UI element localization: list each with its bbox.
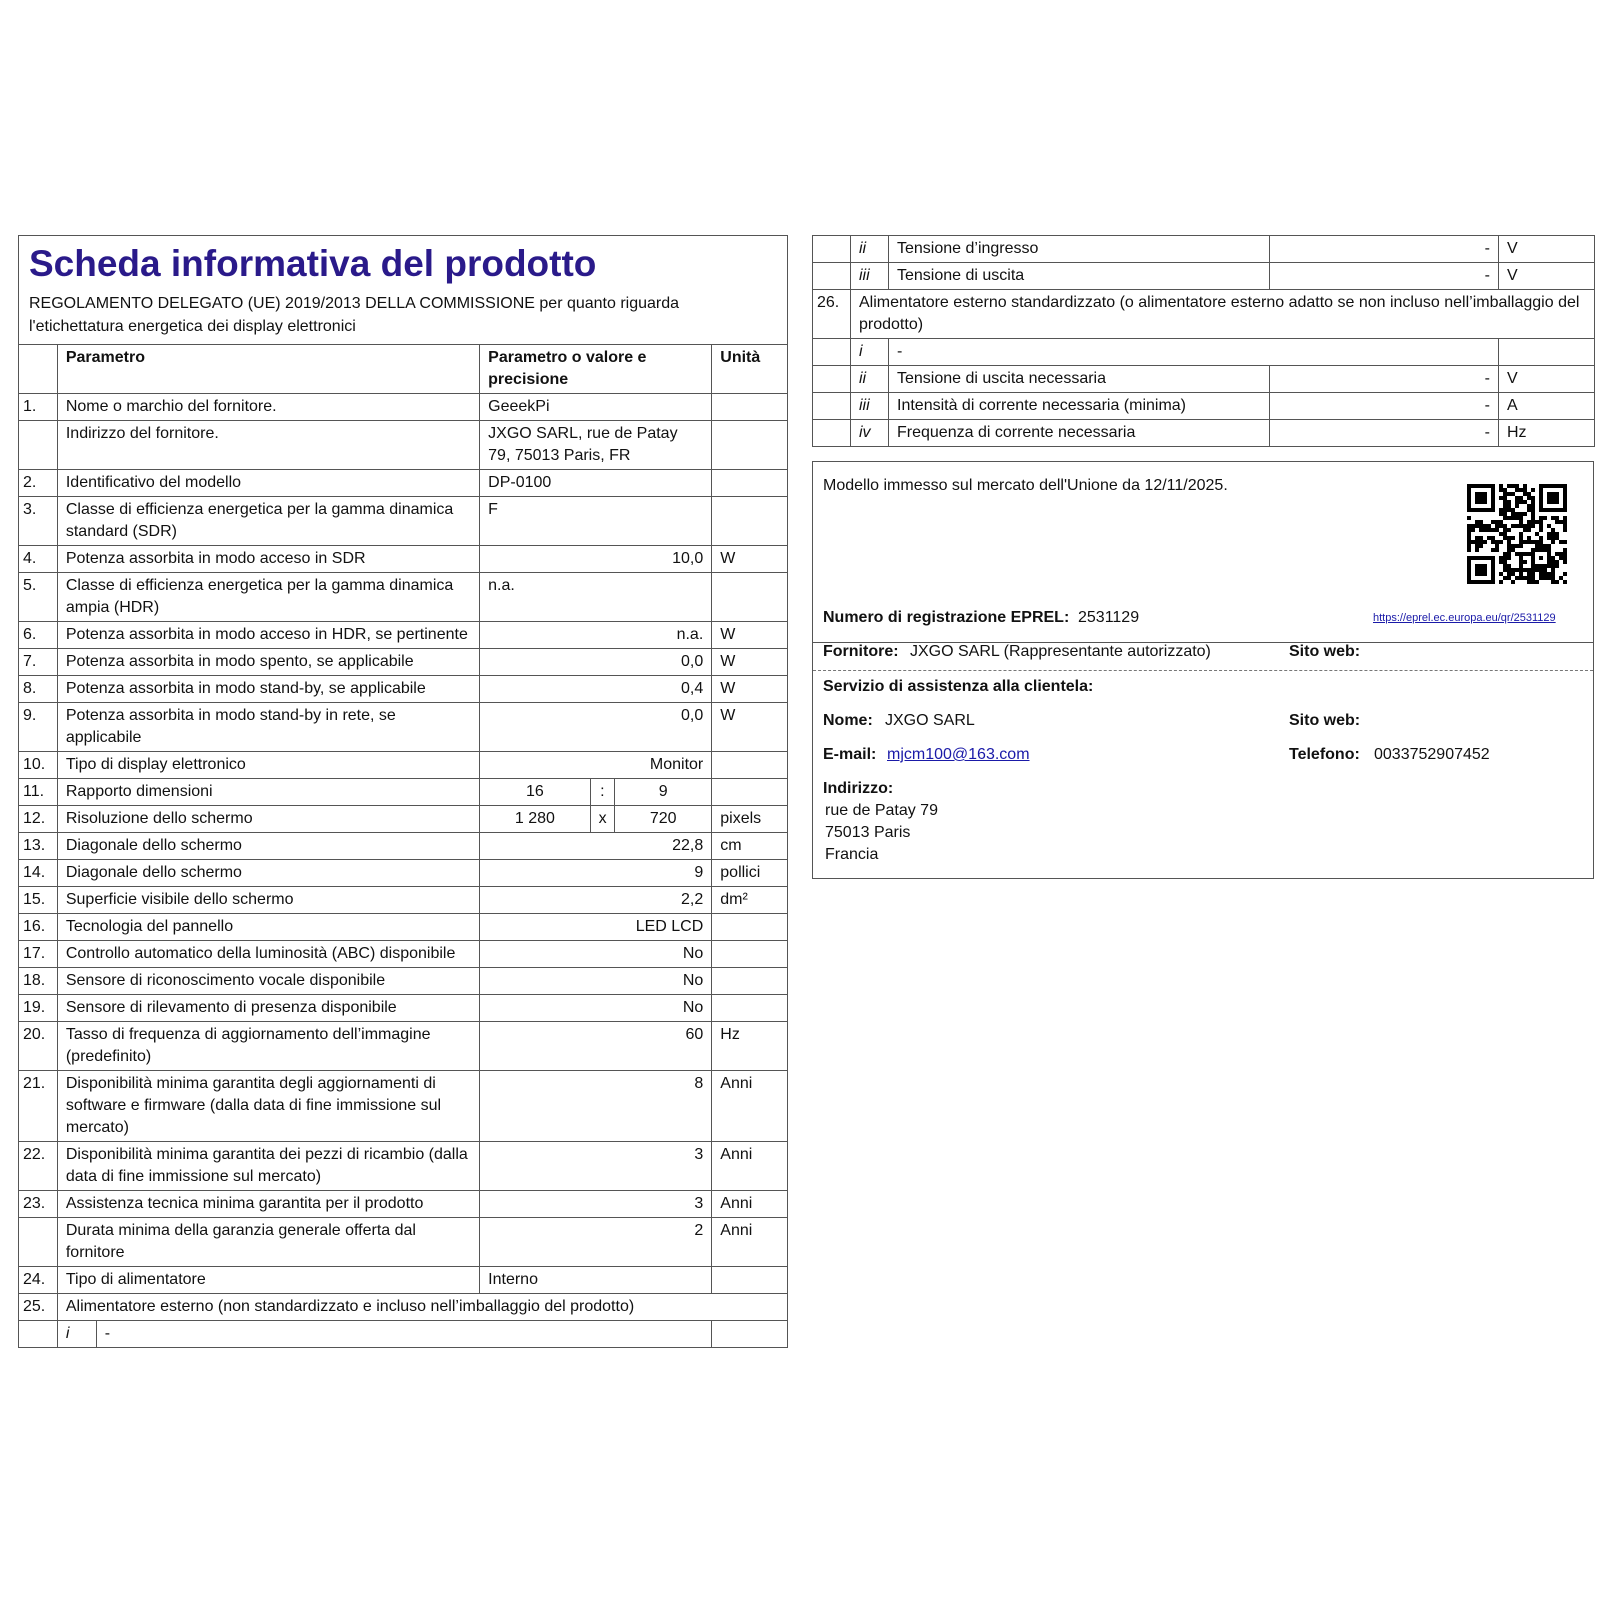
name-value: JXGO SARL bbox=[885, 712, 975, 729]
table-row: ii Tensione di uscita necessaria - V bbox=[813, 366, 1595, 393]
eprel-label: Numero di registrazione EPREL: bbox=[823, 609, 1070, 626]
table-row: i - bbox=[19, 1321, 788, 1348]
table-row: 12. Risoluzione dello schermo 1 280 x 720 pixels bbox=[19, 806, 788, 833]
customer-service-label: Servizio di assistenza alla clientela: bbox=[823, 678, 1094, 695]
email-label: E-mail: bbox=[823, 746, 877, 763]
table-header-row bbox=[19, 345, 788, 394]
eprel-link[interactable]: https://eprel.ec.europa.eu/qr/2531129 bbox=[1373, 612, 1556, 624]
table-row: 10. Tipo di display elettronico Monitor bbox=[19, 752, 788, 779]
table-row: 7. Potenza assorbita in modo spento, se applicabile 0,0 W bbox=[19, 649, 788, 676]
table-row: 16. Tecnologia del pannello LED LCD bbox=[19, 914, 788, 941]
page-title: Scheda informativa del prodotto bbox=[29, 243, 597, 284]
table-row: 22. Disponibilità minima garantita dei pezzi di ricambio (dalla data di fine immissione sul mercato) 3 Anni bbox=[19, 1142, 788, 1191]
address-line-1: rue de Patay 79 bbox=[825, 802, 938, 819]
table-row: iv Frequenza di corrente necessaria - Hz bbox=[813, 420, 1595, 447]
table-row: 11. Rapporto dimensioni 16 : 9 bbox=[19, 779, 788, 806]
website-label-2: Sito web: bbox=[1289, 712, 1361, 729]
market-date-text: Modello immesso sul mercato dell'Unione da 12/11/2025. bbox=[823, 477, 1228, 494]
page-subtitle: REGOLAMENTO DELEGATO (UE) 2019/2013 DELLA COMMISSIONE per quanto riguarda l'etichettatura energetica dei display elettronici bbox=[29, 295, 680, 335]
table-row: 8. Potenza assorbita in modo stand-by, se applicabile 0,4 W bbox=[19, 676, 788, 703]
table-row: 24. Tipo di alimentatore Interno bbox=[19, 1267, 788, 1294]
table-row: 4. Potenza assorbita in modo acceso in SDR 10,0 W bbox=[19, 546, 788, 573]
address-line-3: Francia bbox=[825, 846, 879, 863]
table-row: 19. Sensore di rilevamento di presenza disponibile No bbox=[19, 995, 788, 1022]
dashed-divider bbox=[813, 670, 1593, 671]
power-supply-table bbox=[812, 235, 1595, 447]
table-row: 13. Diagonale dello schermo 22,8 cm bbox=[19, 833, 788, 860]
eprel-number: 2531129 bbox=[1078, 609, 1140, 626]
table-row: 21. Disponibilità minima garantita degli aggiornamenti di software e firmware (dalla data di fine immissione sul mercato) 8 Anni bbox=[19, 1071, 788, 1142]
table-row: Durata minima della garanzia generale offerta dal fornitore 2 Anni bbox=[19, 1218, 788, 1267]
table-row: iii Intensità di corrente necessaria (minima) - A bbox=[813, 393, 1595, 420]
header-value: Parametro o valore e precisione bbox=[480, 345, 712, 394]
table-row: ii Tensione d’ingresso - V bbox=[813, 236, 1595, 263]
table-row: 5. Classe di efficienza energetica per la gamma dinamica ampia (HDR) n.a. bbox=[19, 573, 788, 622]
table-row: 26. Alimentatore esterno standardizzato (o alimentatore esterno adatto se non incluso nell’imballaggio del prodotto) bbox=[813, 290, 1595, 339]
address-line-2: 75013 Paris bbox=[825, 824, 911, 841]
table-row: 14. Diagonale dello schermo 9 pollici bbox=[19, 860, 788, 887]
table-row: 25. Alimentatore esterno (non standardizzato e incluso nell’imballaggio del prodotto) bbox=[19, 1294, 788, 1321]
parameter-table bbox=[18, 344, 788, 1348]
table-row: 9. Potenza assorbita in modo stand-by in rete, se applicabile 0,0 W bbox=[19, 703, 788, 752]
email-link[interactable]: mjcm100@163.com bbox=[887, 746, 1030, 763]
table-row: 15. Superficie visibile dello schermo 2,2 dm² bbox=[19, 887, 788, 914]
supplier-value: JXGO SARL (Rappresentante autorizzato) bbox=[910, 643, 1211, 660]
address-label: Indirizzo: bbox=[823, 780, 894, 797]
supplier-label: Fornitore: bbox=[823, 643, 899, 660]
table-row: i - bbox=[813, 339, 1595, 366]
qr-code-icon[interactable] bbox=[1467, 484, 1567, 584]
table-row: 18. Sensore di riconoscimento vocale disponibile No bbox=[19, 968, 788, 995]
table-row: 3. Classe di efficienza energetica per la gamma dinamica standard (SDR) F bbox=[19, 497, 788, 546]
table-row: 1. Nome o marchio del fornitore. GeeekPi bbox=[19, 394, 788, 421]
table-row: 23. Assistenza tecnica minima garantita per il prodotto 3 Anni bbox=[19, 1191, 788, 1218]
header-param: Parametro bbox=[57, 345, 479, 394]
name-label: Nome: bbox=[823, 712, 873, 729]
phone-value: 0033752907452 bbox=[1374, 746, 1490, 763]
header-unit: Unità bbox=[712, 345, 788, 394]
table-row: iii Tensione di uscita - V bbox=[813, 263, 1595, 290]
supplier-info-box bbox=[812, 461, 1594, 879]
product-info-sheet bbox=[18, 235, 788, 1348]
table-row: Indirizzo del fornitore. JXGO SARL, rue de Patay 79, 75013 Paris, FR bbox=[19, 421, 788, 470]
table-row: 2. Identificativo del modello DP-0100 bbox=[19, 470, 788, 497]
table-row: 6. Potenza assorbita in modo acceso in HDR, se pertinente n.a. W bbox=[19, 622, 788, 649]
website-label: Sito web: bbox=[1289, 643, 1361, 660]
table-row: 17. Controllo automatico della luminosità (ABC) disponibile No bbox=[19, 941, 788, 968]
table-row: 20. Tasso di frequenza di aggiornamento dell’immagine (predefinito) 60 Hz bbox=[19, 1022, 788, 1071]
phone-label: Telefono: bbox=[1289, 746, 1360, 763]
